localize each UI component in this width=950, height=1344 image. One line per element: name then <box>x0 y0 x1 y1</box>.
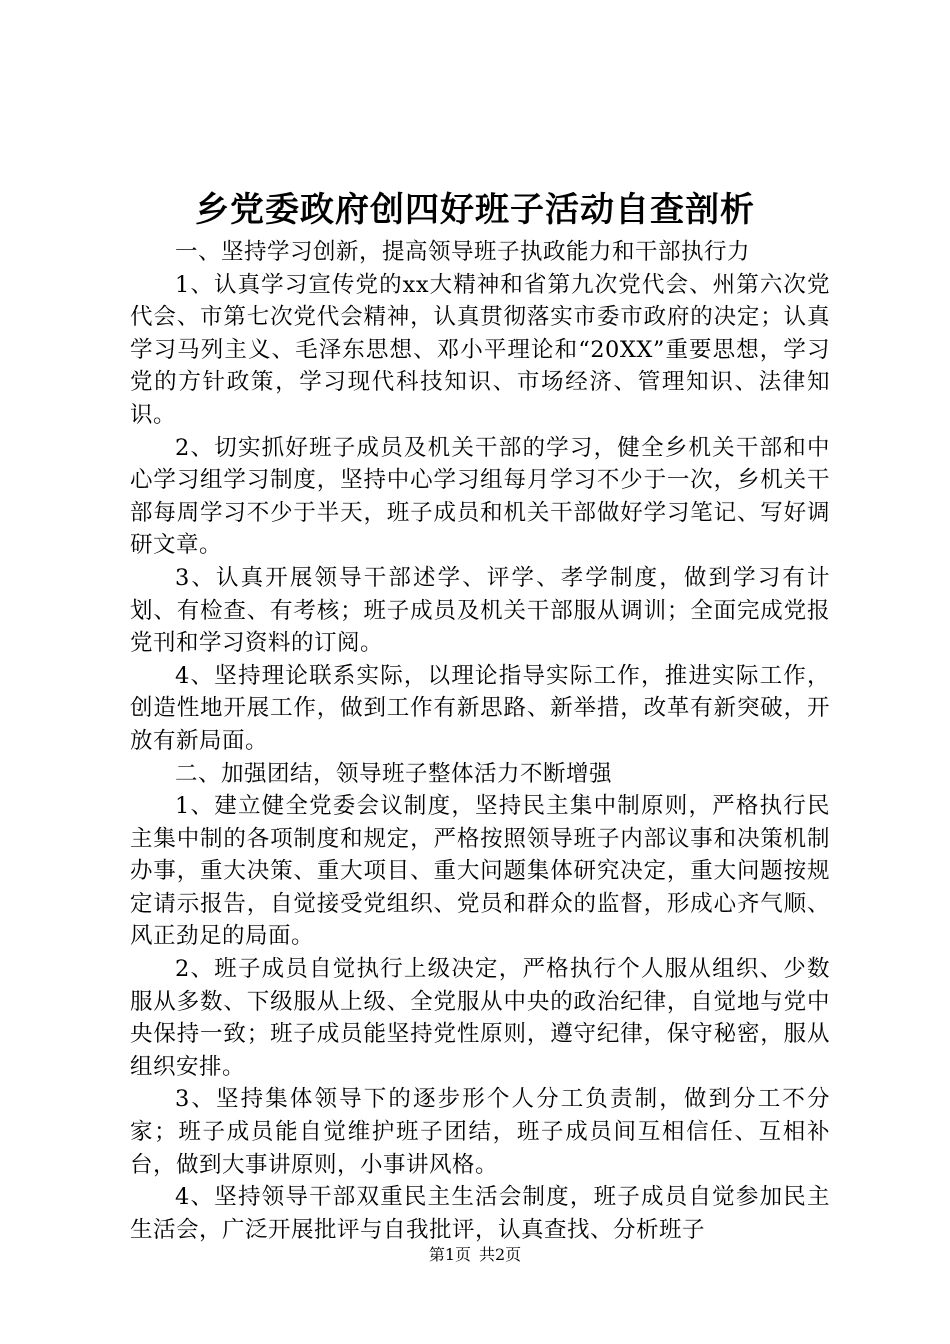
paragraph: 1、认真学习宣传党的xx大精神和省第九次党代会、州第六次党代会、市第七次党代会精神，认真贯彻落实市委市政府的决定；认真学习马列主义、毛泽东思想、邓小平理论和“20XX”重要思想，学习党的方针政策，学习现代科技知识、市场经济、管理知识、法律知识。 <box>130 271 830 428</box>
paragraph: 2、班子成员自觉执行上级决定，严格执行个人服从组织、少数服从多数、下级服从上级、全党服从中央的政治纪律，自觉地与党中央保持一致；班子成员能坚持党性原则，遵守纪律，保守秘密，服从组织安排。 <box>130 956 830 1080</box>
document-title: 乡党委政府创四好班子活动自查剖析 <box>195 190 755 230</box>
page-total: 共2页 <box>479 1245 522 1264</box>
paragraph: 3、认真开展领导干部述学、评学、孝学制度，做到学习有计划、有检查、有考核；班子成员及机关干部服从调训；全面完成党报党刊和学习资料的订阅。 <box>130 564 830 657</box>
section-heading: 一、坚持学习创新，提高领导班子执政能力和干部执行力 <box>175 239 751 265</box>
page-footer <box>0 1243 950 1267</box>
paragraph: 1、建立健全党委会议制度，坚持民主集中制原则，严格执行民主集中制的各项制度和规定，严格按照领导班子内部议事和决策机制办事，重大决策、重大项目、重大问题集体研究决定，重大问题按规定请示报告，自觉接受党组织、党员和群众的监督，形成心齐气顺、风正劲足的局面。 <box>130 793 830 950</box>
paragraph: 4、坚持理论联系实际，以理论指导实际工作，推进实际工作，创造性地开展工作，做到工作有新思路、新举措，改革有新突破，开放有新局面。 <box>130 662 830 754</box>
paragraph: 4、坚持领导干部双重民主生活会制度，班子成员自觉参加民主生活会，广泛开展批评与自我批评，认真查找、分析班子 <box>130 1184 830 1243</box>
paragraph: 2、切实抓好班子成员及机关干部的学习，健全乡机关干部和中心学习组学习制度，坚持中心学习组每月学习不少于一次，乡机关干部每周学习不少于半天，班子成员和机关干部做好学习笔记、写好调研文章。 <box>130 434 830 559</box>
section-heading: 二、加强团结，领导班子整体活力不断增强 <box>175 760 613 787</box>
page-number: 第1页 <box>428 1245 471 1264</box>
paragraph: 3、坚持集体领导下的逐步形个人分工负责制，做到分工不分家；班子成员能自觉维护班子团结，班子成员间互相信任、互相补台，做到大事讲原则，小事讲风格。 <box>130 1086 830 1178</box>
document-body <box>130 236 830 1246</box>
